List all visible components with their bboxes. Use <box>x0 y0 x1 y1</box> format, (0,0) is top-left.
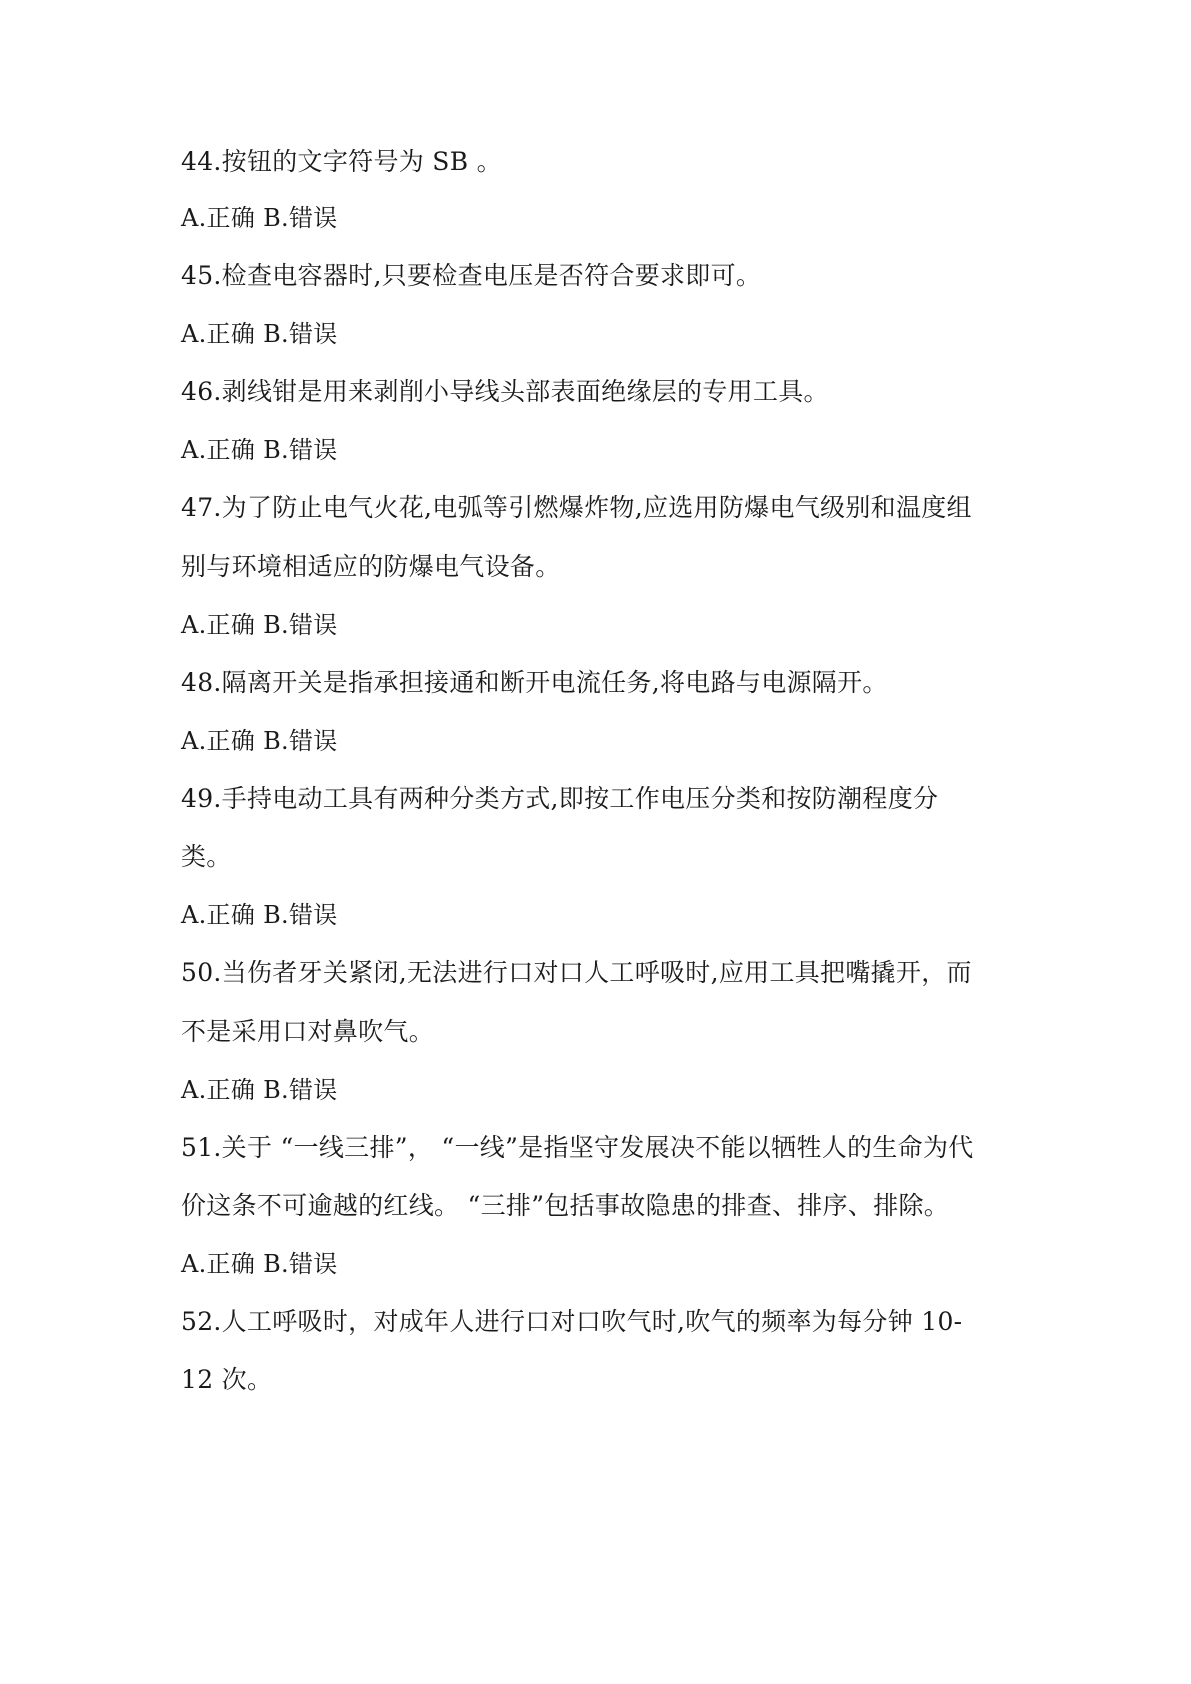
question-52-text-line-2: 12 次。 <box>181 1365 273 1394</box>
question-49-text-line-2: 类。 <box>181 842 232 871</box>
question-47-text-line-2: 别与环境相适应的防爆电气设备。 <box>181 552 561 581</box>
question-49-text-line-1: 49.手持电动工具有两种分类方式,即按工作电压分类和按防潮程度分 <box>181 784 939 813</box>
question-47-text-line-1: 47.为了防止电气火花,电弧等引燃爆炸物,应选用防爆电气级别和温度组 <box>181 493 972 522</box>
question-44-options: A.正确 B.错误 <box>181 204 338 232</box>
question-44-text: 44.按钮的文字符号为 SB 。 <box>181 147 502 176</box>
question-50-text-line-1: 50.当伤者牙关紧闭,无法进行口对口人工呼吸时,应用工具把嘴撬开，而 <box>181 958 972 987</box>
question-51-options: A.正确 B.错误 <box>181 1250 338 1278</box>
question-48-options: A.正确 B.错误 <box>181 727 338 755</box>
question-52-text-line-1: 52.人工呼吸时，对成年人进行口对口吹气时,吹气的频率为每分钟 10- <box>181 1307 963 1336</box>
question-48-text: 48.隔离开关是指承担接通和断开电流任务,将电路与电源隔开。 <box>181 668 888 697</box>
question-51-text-line-2: 价这条不可逾越的红线。 “三排”包括事故隐患的排查、排序、排除。 <box>181 1191 950 1220</box>
question-46-text: 46.剥线钳是用来剥削小导线头部表面绝缘层的专用工具。 <box>181 377 829 406</box>
question-50-options: A.正确 B.错误 <box>181 1076 338 1104</box>
question-49-options: A.正确 B.错误 <box>181 901 338 929</box>
question-45-text: 45.检查电容器时,只要检查电压是否符合要求即可。 <box>181 261 762 290</box>
question-47-options: A.正确 B.错误 <box>181 611 338 639</box>
question-46-options: A.正确 B.错误 <box>181 436 338 464</box>
question-45-options: A.正确 B.错误 <box>181 320 338 348</box>
question-50-text-line-2: 不是采用口对鼻吹气。 <box>181 1017 435 1046</box>
question-51-text-line-1: 51.关于 “一线三排”， “一线”是指坚守发展决不能以牺牲人的生命为代 <box>181 1133 974 1162</box>
